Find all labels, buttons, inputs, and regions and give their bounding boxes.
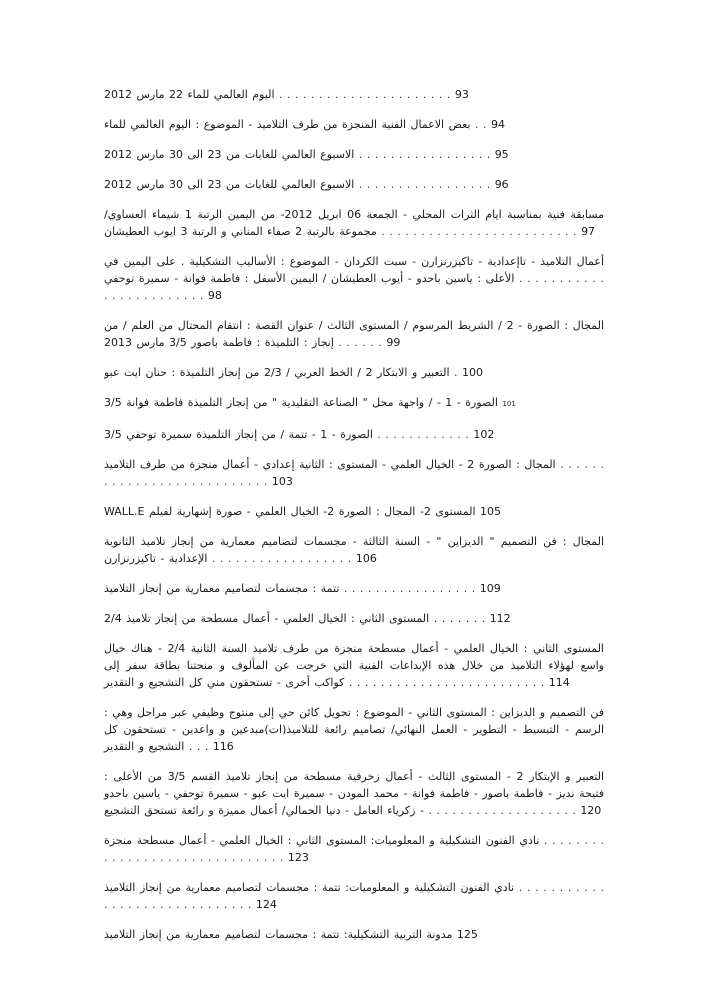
- toc-entry-title: المستوى 2- المجال : الصورة 2- الخيال العلمي - صورة إشهارية لفيلم WALL.E: [104, 505, 476, 518]
- toc-entry: [104, 879, 604, 913]
- toc-entry-title: الاسبوع العالمي للغابات من 23 الى 30 مارس 2012: [104, 178, 355, 191]
- toc-entry: [104, 394, 604, 413]
- toc-entry-page: 109: [479, 582, 501, 595]
- toc-entry-title: أعمال التلاميذ - تاإعدادية - تاكيزرنزارن - سبت الكردان - الموضوع : الأساليب التشكيلية . على اليمين في الأعلى : ياسين باحدو - أيوب العطيشان / اليمين الأسفل : فاطمة فوانة - سميرة توحفي: [104, 255, 604, 285]
- toc-entry: [104, 832, 604, 866]
- toc-entry-page: 99: [386, 336, 401, 349]
- toc-entry-title: فن التصميم و الديزاين : المستوى الثاني - الموضوع : تحويل كائن حي إلى منتوج وظيفي عبر مراحل وهي : الرسم - التبسيط - التطوير - العمل النهائي/ تصاميم رائعة للتلاميذ(ات)مبدعين و واعدين - تستحقون كل التشجيع و التقدير: [104, 706, 604, 753]
- toc-entry-title: المجال : فن التصميم " الديزاين " - السنة الثالثة - مجسمات لتصاميم معمارية من إنجاز تلاميذ الثانوية الإعدادية - تاكيزرنزارن: [104, 535, 604, 565]
- toc-entry-title: مسابقة فنية بمناسبة ايام الثرات المحلي - الجمعة 06 ابريل 2012- من اليمين الرتبة 1 شيماء العساوي/ مجموعة بالرتبة 2 صفاء المناني و الرتبة 3 ايوب العطيشان: [104, 208, 604, 238]
- toc-entry-page: 95: [494, 148, 509, 161]
- toc-entry: [104, 768, 604, 819]
- leader-dots: . . . . . .: [338, 336, 382, 349]
- toc-entry: [104, 253, 604, 304]
- toc-entry: [104, 503, 604, 520]
- leader-dots: . . . . . . . . . . . . . . . . . . . . . . . . . . . . . . .: [104, 834, 605, 864]
- toc-entry: [104, 317, 604, 351]
- toc-entry-page: 98: [207, 289, 222, 302]
- toc-entry-title: الصورة - 1 - تتمة / من إنجاز التلميذة سميرة توحفي 3/5: [104, 428, 373, 441]
- toc-entry-title: بعض الاعمال الفنية المنجزة من طرف التلاميذ - الموضوع : اليوم العالمي للماء: [104, 118, 471, 131]
- toc-entry-title: نادي الفنون التشكيلية و المعلوميات: المستوى الثاني : الخيال العلمي - أعمال مسطحة منجزة: [104, 834, 540, 847]
- leader-dots: . . . . . . . . . . . . . . . . . .: [211, 552, 352, 565]
- toc-entry-page: 96: [494, 178, 509, 191]
- toc-entry-title: مدونة التربية التشكيلية: تتمة : مجسمات لتصاميم معمارية من إنجاز التلاميذ: [104, 928, 453, 941]
- leader-dots: . . . . . . . . . . . . . . . . .: [358, 148, 491, 161]
- toc-entry-page: 106: [355, 552, 377, 565]
- toc-entry-page: 125: [456, 928, 478, 941]
- toc-entry: [104, 533, 604, 567]
- leader-dots: . . . . . . . . . . . . . . . . .: [343, 582, 476, 595]
- toc-entry: [104, 580, 604, 597]
- leader-dots: . . . . . . .: [433, 612, 486, 625]
- leader-dots: . . . . . . . . . . . . . . . . . . . . . . . . . . . . . .: [104, 881, 604, 911]
- leader-dots: . . . . . . . . . . . . . . . . .: [358, 178, 491, 191]
- toc-entry: [104, 610, 604, 627]
- leader-dots: . . . . . . . . . . . .: [377, 428, 469, 441]
- leader-dots: . . . . . . . . . . . . . . . . . . . . . .: [279, 88, 451, 101]
- toc-entry: [104, 640, 604, 691]
- leader-dots: . .: [474, 118, 487, 131]
- toc-entry: [104, 456, 604, 490]
- leader-dots: . . . . . . . . . . . . . . . . . . .: [428, 804, 576, 817]
- toc-entry-page: 94: [490, 118, 505, 131]
- toc-entry-title: الاسبوع العالمي للغابات من 23 الى 30 مارس 2012: [104, 148, 355, 161]
- toc-entry-page: 103: [271, 475, 293, 488]
- toc-entry: [104, 926, 604, 943]
- toc-entry: [104, 116, 604, 133]
- toc-entry-page: 120: [580, 804, 602, 817]
- toc-entry: [104, 704, 604, 755]
- leader-dots: . . . . . . . . . . . . . . . . . . . . . . . . .: [381, 225, 577, 238]
- toc-entry-page: 93: [454, 88, 469, 101]
- toc-entry: [104, 86, 604, 103]
- toc-entry-page: 105: [480, 505, 502, 518]
- toc-entry-page: 123: [287, 851, 309, 864]
- toc-entry-page: 101: [502, 400, 516, 408]
- leader-dots: . . .: [188, 740, 209, 753]
- toc-entry: [104, 206, 604, 240]
- leader-dots: . . . . . . . . . . . . . . . . . . . . . . . . .: [348, 676, 545, 689]
- leader-dots: .: [454, 366, 458, 379]
- toc-entry-title: الصورة - 1 - / واجهة محل " الصناعة التقليدية " من إنجاز التلميذة فاطمة فوانة 3/5: [104, 396, 498, 409]
- toc-entry-page: 116: [212, 740, 234, 753]
- toc-entry-page: 100: [462, 366, 484, 379]
- toc-entry-page: 102: [473, 428, 495, 441]
- toc-entry-title: التعبير و الابتكار 2 / الخط العربي / 2/3 من إنجاز التلميذة : حنان ايت عبو: [104, 366, 450, 379]
- leader-dots: . . . . . . . . . . . . . . . . . . . . . . . .: [104, 272, 605, 302]
- toc-entry: [104, 364, 604, 381]
- toc-entry-page: 114: [548, 676, 570, 689]
- toc-entry: [104, 426, 604, 443]
- toc-entry-title: المجال : الصورة 2 - الخيال العلمي - المستوى : الثانية إعدادي - أعمال منجزة من طرف التلاميذ: [104, 458, 556, 471]
- toc-entry: [104, 176, 604, 193]
- toc-entry-page: 112: [489, 612, 511, 625]
- toc-entry-title: المستوى الثاني : الخيال العلمي - أعمال مسطحة منجزة من طرف تلاميذ السنة الثانية 2/4 - هناك خيال واسع لهؤلاء التلاميذ من خلال هذه الإبداعات الفنية التي خرجت عن المألوف و منحتنا بطاقة سفر إلى كواكب أخرى - تستحقون مني كل التشجيع و التقدير: [104, 642, 604, 689]
- toc-entry-title: نادي الفنون التشكيلية و المعلوميات: تتمة : مجسمات لتصاميم معمارية من إنجاز التلاميذ: [104, 881, 515, 894]
- toc-entry-title: التعبير و الإبتكار 2 - المستوى الثالث - أعمال زخرفية مسطحة من إنجاز تلاميذ القسم 3/5 من الأعلى : فتيحة نديز - فاطمة باصور - فاطمة فوانة - محمد المودن - سميرة ايت عبو - سميرة توحفي - ياسين باحدو - زكرياء العامل - دنيا الحمالي/ أعمال مميزة و رائعة تستحق التشجيع: [104, 770, 604, 817]
- toc-entry-title: المجال : الصورة - 2 / الشريط المرسوم / المستوى الثالث / عنوان القصة : انتقام المحتال من العلم / من إنجاز : التلميذة : فاطمة باصور 3/5 مارس 2013: [104, 319, 605, 349]
- toc-entry: [104, 146, 604, 163]
- table-of-contents: [104, 86, 604, 956]
- toc-entry-title: تتمة : مجسمات لتصاميم معمارية من إنجاز التلاميذ: [104, 582, 340, 595]
- toc-entry-page: 97: [581, 225, 596, 238]
- leader-dots: . . . . . . . . . . . . . . . . . . . . . . . . . . .: [104, 458, 604, 488]
- toc-entry-title: اليوم العالمي للماء 22 مارس 2012: [104, 88, 275, 101]
- toc-entry-title: المستوى الثاني : الخيال العلمي - أعمال مسطحة من إنجاز تلاميذ 2/4: [104, 612, 430, 625]
- toc-entry-page: 124: [255, 898, 277, 911]
